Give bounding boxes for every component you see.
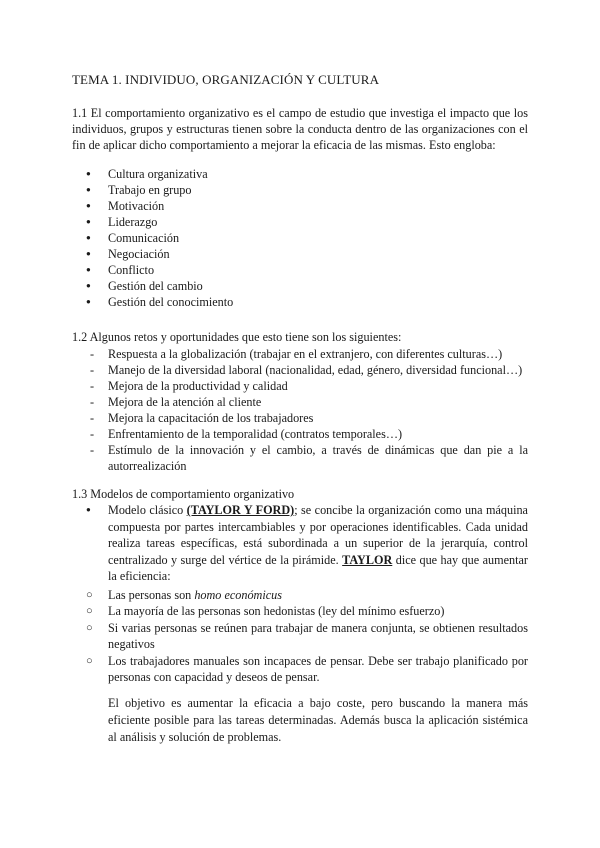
list-item: - Manejo de la diversidad laboral (nacionalidad, edad, género, diversidad funcional…) [72, 362, 528, 378]
section-1-1-list [72, 166, 233, 310]
list-item: ● Gestión del conocimiento [72, 294, 233, 310]
model-description-end: dice que hay que aumentar la eficiencia: [108, 552, 528, 583]
list-item: ● Gestión del cambio [72, 278, 233, 294]
classic-model-item [72, 502, 528, 585]
list-item: ● Trabajo en grupo [72, 182, 233, 198]
model-author-taylor: TAYLOR [342, 552, 393, 567]
list-item: - Respuesta a la globalización (trabajar en el extranjero, con diferentes culturas…) [72, 346, 528, 362]
list-item: ○ Si varias personas se reúnen para trabajar de manera conjunta, se obtienen resultados negativos [72, 620, 528, 653]
italic-term: homo económicus [194, 587, 282, 602]
list-item: - Enfrentamiento de la temporalidad (contratos temporales…) [72, 426, 528, 442]
model-prefix: Modelo clásico [108, 503, 187, 517]
list-item: - Mejora la capacitación de los trabajadores [72, 410, 528, 426]
list-item: ● Motivación [72, 198, 233, 214]
classic-model-block [72, 502, 528, 686]
list-item: ● Cultura organizativa [72, 166, 233, 182]
taylor-principles-list [72, 587, 528, 686]
model-authors: (TAYLOR Y FORD) [186, 503, 295, 517]
section-1-2-heading: 1.2 Algunos retos y oportunidades que esto tiene son los siguientes: [72, 330, 402, 344]
section-1-3-heading: 1.3 Modelos de comportamiento organizativo [72, 487, 295, 501]
objective-paragraph: El objetivo es aumentar la eficacia a bajo coste, pero buscando la manera más eficiente posible para las tareas determinadas. Además busca la aplicación sistémica al análisis y solución de problemas. [108, 696, 528, 744]
list-item: ● Comunicación [72, 230, 233, 246]
list-item: ○ La mayoría de las personas son hedonistas (ley del mínimo esfuerzo) [72, 603, 528, 620]
list-item: ● Conflicto [72, 262, 233, 278]
document-title: TEMA 1. INDIVIDUO, ORGANIZACIÓN Y CULTURA [72, 72, 380, 87]
list-item: ● Negociación [72, 246, 233, 262]
list-item: ○ Las personas son homo económicus [72, 587, 528, 604]
list-item: - Mejora de la productividad y calidad [72, 378, 528, 394]
list-item: ○ Los trabajadores manuales son incapaces de pensar. Debe ser trabajo planificado por personas con capacidad y deseos de pensar. [72, 653, 528, 686]
list-item: - Mejora de la atención al cliente [72, 394, 528, 410]
list-item: - Estímulo de la innovación y el cambio, a través de dinámicas que dan pie a la autorrealización [72, 442, 528, 474]
list-item: ● Liderazgo [72, 214, 233, 230]
section-1-1-intro: 1.1 El comportamiento organizativo es el campo de estudio que investiga el impacto que los individuos, grupos y estructuras tienen sobre la conducta dentro de las organizaciones con el fin de aplicar dicho comportamiento a mejorar la eficacia de las mismas. Esto engloba: [72, 106, 528, 152]
section-1-2-list [72, 346, 528, 474]
model-description: ; se concibe la organización como una máquina compuesta por partes intercambiables y por operaciones identificables. Cada unidad realiza tareas específicas, está subordinada a un superior de la jerarquía, control centralizado y surge del vértice de la pirámide. [108, 503, 528, 567]
